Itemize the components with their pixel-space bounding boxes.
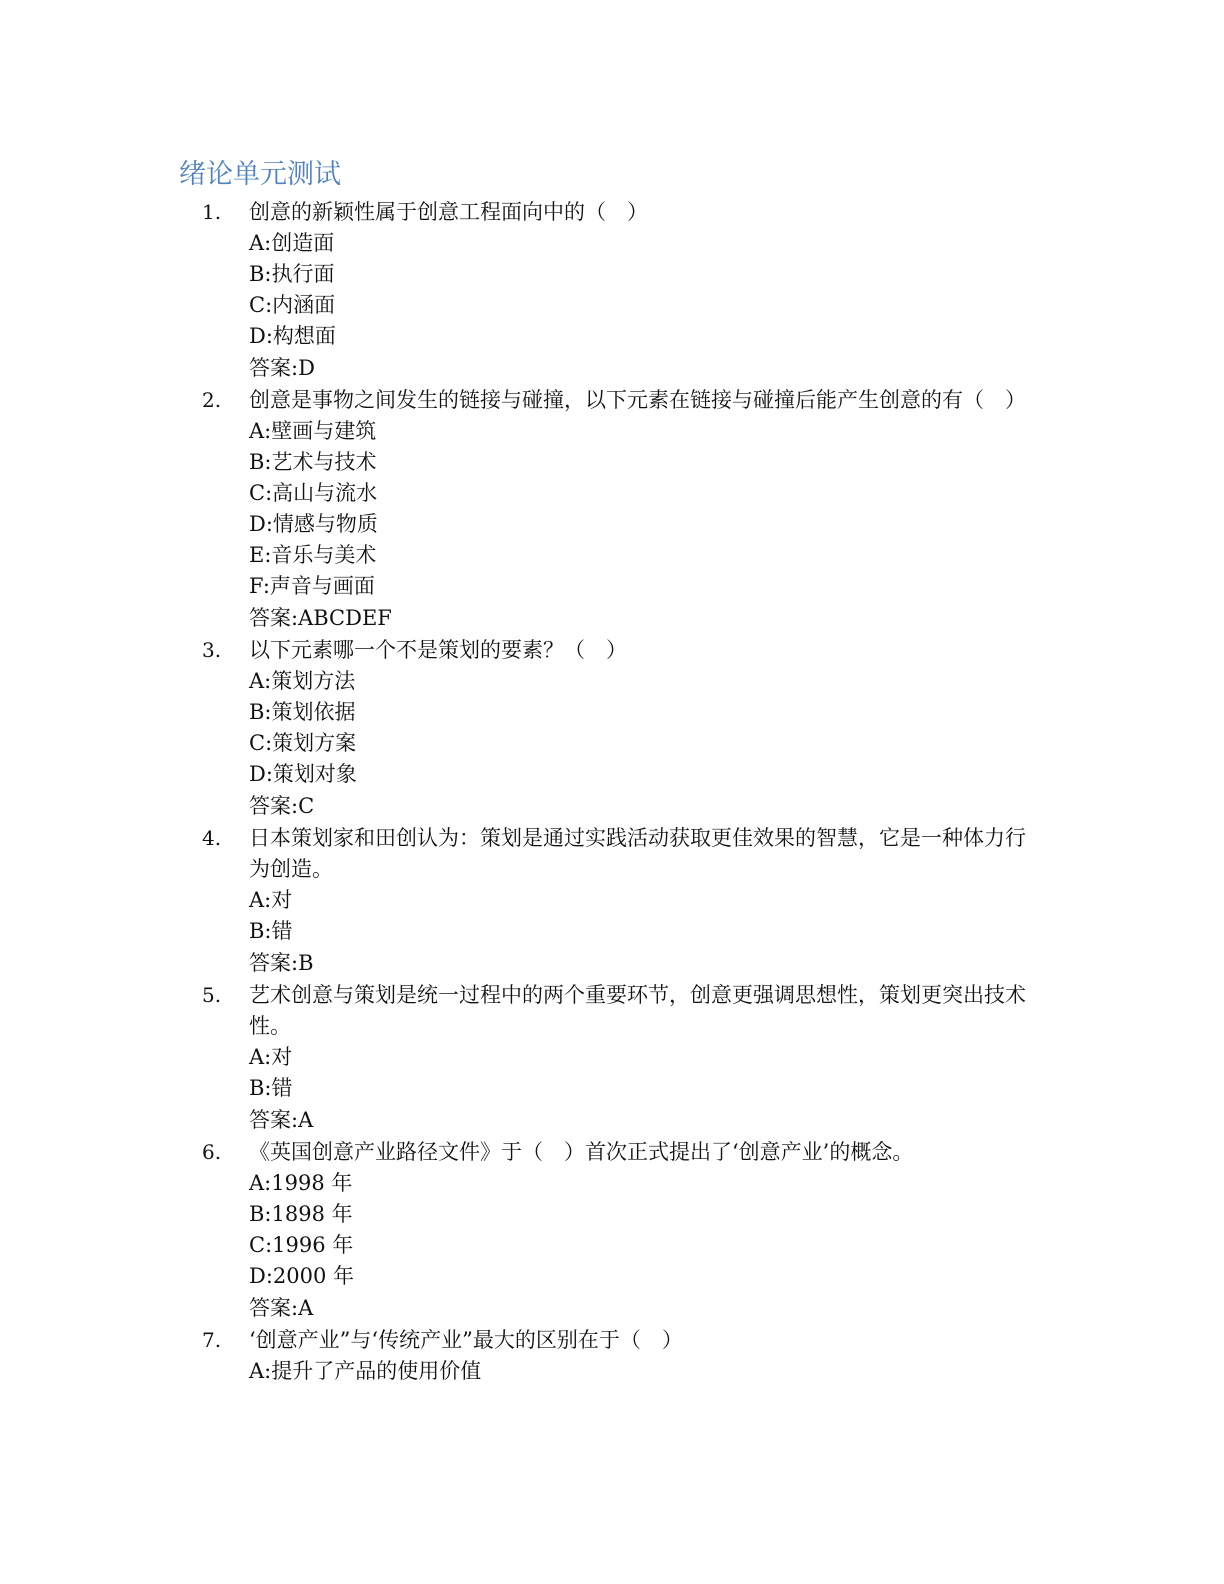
option-b: B:艺术与技术 bbox=[249, 450, 377, 474]
option-b: B:策划依据 bbox=[249, 700, 356, 724]
option-a: A:1998 年 bbox=[249, 1171, 353, 1195]
question-number: 4. bbox=[202, 826, 222, 850]
question-text: 艺术创意与策划是统一过程中的两个重要环节，创意更强调思想性，策划更突出技术性。 bbox=[249, 983, 1026, 1038]
question-number: 3. bbox=[202, 638, 222, 662]
question-number: 7. bbox=[202, 1328, 222, 1352]
option-c: C:1996 年 bbox=[249, 1233, 354, 1257]
option-d: D:2000 年 bbox=[249, 1264, 355, 1288]
option-a: A:策划方法 bbox=[249, 669, 356, 693]
option-d: D:构想面 bbox=[249, 324, 336, 348]
option-a: A:提升了产品的使用价值 bbox=[249, 1359, 482, 1383]
option-a: A:对 bbox=[249, 1045, 293, 1069]
option-d: D:情感与物质 bbox=[249, 512, 378, 536]
question-number: 6. bbox=[202, 1140, 222, 1164]
answer-line: 答案:ABCDEF bbox=[249, 606, 392, 630]
section-title: 绪论单元测试 bbox=[179, 159, 341, 190]
question-text: ‘创意产业”与‘传统产业”最大的区别在于（ ） bbox=[249, 1328, 683, 1352]
answer-line: 答案:A bbox=[249, 1296, 314, 1320]
question-text: 《英国创意产业路径文件》于（ ）首次正式提出了‘创意产业’的概念。 bbox=[249, 1140, 914, 1164]
answer-line: 答案:D bbox=[249, 356, 315, 380]
question-number: 5. bbox=[202, 983, 222, 1007]
question-4 bbox=[0, 823, 1224, 980]
answer-line: 答案:A bbox=[249, 1108, 314, 1132]
question-6 bbox=[0, 1137, 1224, 1325]
option-b: B:1898 年 bbox=[249, 1202, 353, 1226]
option-b: B:错 bbox=[249, 1076, 293, 1100]
option-f: F:声音与画面 bbox=[249, 574, 375, 598]
question-text: 创意是事物之间发生的链接与碰撞，以下元素在链接与碰撞后能产生创意的有（ ） bbox=[249, 388, 1026, 412]
question-7 bbox=[0, 1325, 1224, 1387]
option-a: A:壁画与建筑 bbox=[249, 419, 377, 443]
question-1 bbox=[0, 197, 1224, 385]
option-b: B:错 bbox=[249, 919, 293, 943]
option-c: C:高山与流水 bbox=[249, 481, 378, 505]
question-number: 2. bbox=[202, 388, 222, 412]
answer-line: 答案:B bbox=[249, 951, 314, 975]
question-list bbox=[0, 197, 1224, 1387]
option-e: E:音乐与美术 bbox=[249, 543, 377, 567]
question-2 bbox=[0, 385, 1224, 635]
option-d: D:策划对象 bbox=[249, 762, 357, 786]
question-text: 创意的新颖性属于创意工程面向中的（ ） bbox=[249, 200, 648, 224]
option-a: A:创造面 bbox=[249, 231, 335, 255]
question-text: 日本策划家和田创认为：策划是通过实践活动获取更佳效果的智慧，它是一种体力行为创造。 bbox=[249, 826, 1026, 881]
option-c: C:策划方案 bbox=[249, 731, 357, 755]
option-b: B:执行面 bbox=[249, 262, 335, 286]
answer-line: 答案:C bbox=[249, 794, 315, 818]
question-text: 以下元素哪一个不是策划的要素？（ ） bbox=[249, 638, 627, 662]
question-3 bbox=[0, 635, 1224, 823]
question-number: 1. bbox=[202, 200, 222, 224]
option-c: C:内涵面 bbox=[249, 293, 336, 317]
question-5 bbox=[0, 980, 1224, 1137]
option-a: A:对 bbox=[249, 888, 293, 912]
